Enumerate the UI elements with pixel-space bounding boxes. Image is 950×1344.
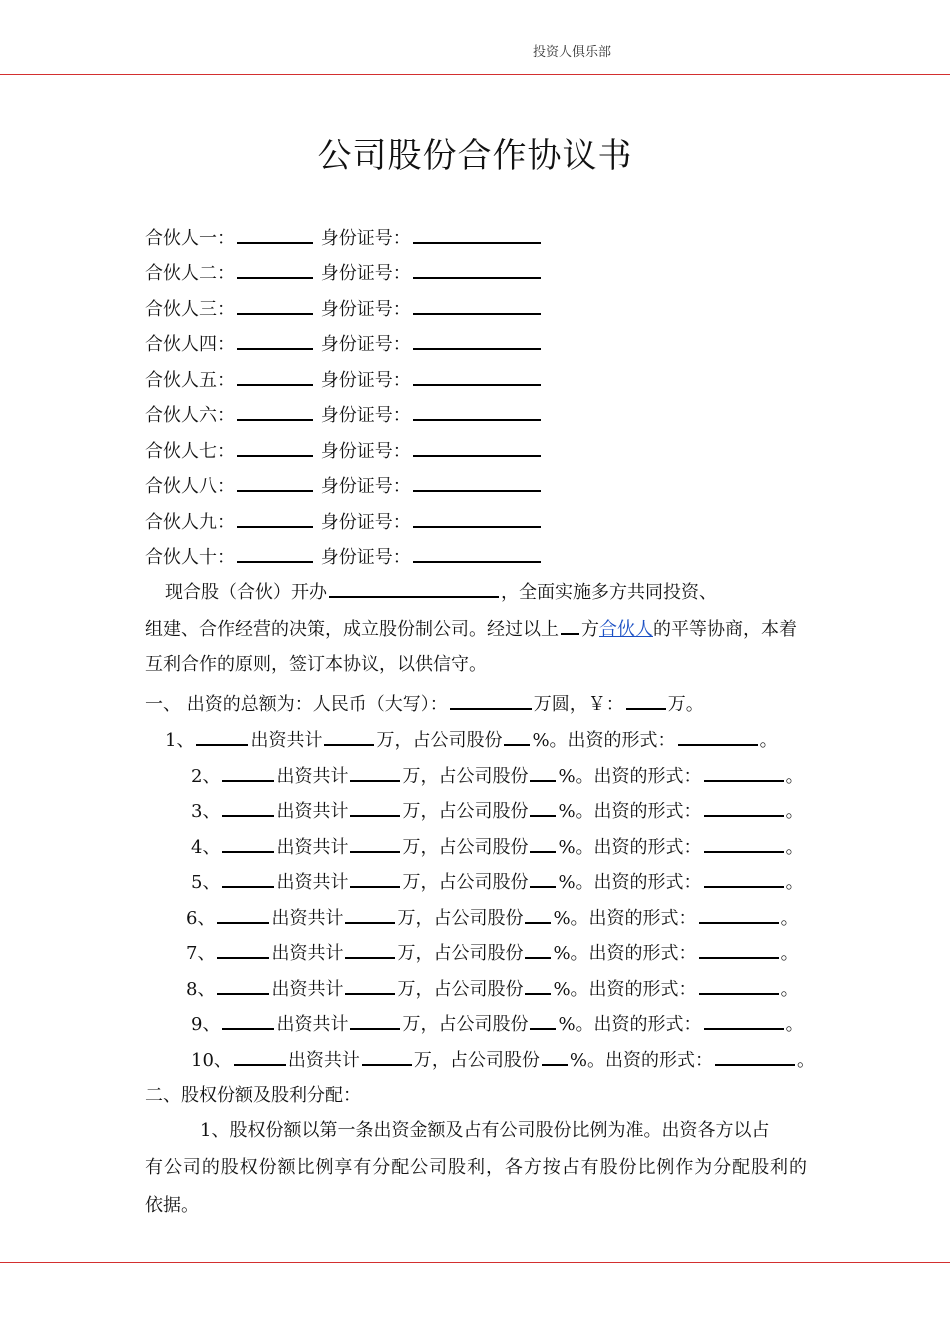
id-number-blank[interactable] [413, 472, 541, 492]
partner-name-blank[interactable] [237, 224, 313, 244]
partner-name-blank[interactable] [237, 401, 313, 421]
id-number-blank[interactable] [413, 330, 541, 350]
intro-text: ，全面实施多方共同投资、 [501, 582, 717, 603]
contribution-amount-blank[interactable] [362, 1046, 412, 1066]
partner-name-blank[interactable] [237, 472, 313, 492]
partner-row [145, 472, 543, 498]
partner-label: 合伙人十： [145, 547, 235, 568]
partner-name-blank[interactable] [237, 366, 313, 386]
contributor-blank[interactable] [234, 1046, 286, 1066]
partner-name-blank[interactable] [237, 437, 313, 457]
id-label: 身份证号： [320, 547, 411, 568]
contribution-amount-blank[interactable] [350, 868, 400, 888]
id-number-blank[interactable] [413, 508, 541, 528]
contribution-text: 出资共计 [276, 766, 349, 787]
contribution-text: %。出资的形式： [553, 979, 697, 1000]
partner-row [145, 295, 543, 321]
contribution-text: %。出资的形式： [558, 801, 702, 822]
share-percent-blank[interactable] [525, 975, 551, 995]
partner-row [145, 330, 543, 356]
contribution-number: 4、 [191, 837, 221, 858]
id-number-blank[interactable] [413, 295, 541, 315]
contributor-blank[interactable] [222, 1010, 274, 1030]
contribution-text: %。出资的形式： [558, 766, 702, 787]
id-label: 身份证号： [320, 405, 411, 426]
contribution-amount-blank[interactable] [350, 762, 400, 782]
partner-label: 合伙人七： [145, 441, 235, 462]
intro-text: 组建、合作经营的决策，成立股份制公司。经过以上 [145, 619, 559, 640]
contributor-blank[interactable] [217, 904, 269, 924]
page-header-text: 投资人俱乐部 [533, 45, 612, 60]
contribution-text: 出资共计 [271, 943, 344, 964]
partner-row [145, 259, 543, 285]
header-rule [0, 74, 950, 75]
contribution-text: 出资共计 [276, 801, 349, 822]
contribution-text: 出资共计 [271, 908, 344, 929]
intro-text: 方 [581, 619, 599, 640]
partner-row [145, 366, 543, 392]
contribution-amount-blank[interactable] [350, 797, 400, 817]
partner-link[interactable]: 合伙人 [599, 619, 653, 640]
partner-label: 合伙人五： [145, 370, 235, 391]
contribution-text: 万，占公司股份 [413, 1050, 540, 1071]
section2-p1-line1: 1、股权份额以第一条出资金额及占有公司股份比例为准。出资各方以占 [200, 1120, 770, 1141]
contribution-text: 万，占公司股份 [397, 979, 524, 1000]
id-label: 身份证号： [320, 476, 411, 497]
contribution-form-blank[interactable] [704, 762, 784, 782]
contribution-text: 。 [785, 837, 804, 858]
share-percent-blank[interactable] [530, 797, 556, 817]
id-number-blank[interactable] [413, 224, 541, 244]
total-capital-words-blank[interactable] [450, 690, 532, 710]
contribution-row [186, 975, 799, 1003]
contribution-number: 6、 [186, 908, 216, 929]
contribution-number: 7、 [186, 943, 216, 964]
id-number-blank[interactable] [413, 259, 541, 279]
contribution-amount-blank[interactable] [345, 904, 395, 924]
partner-label: 合伙人一： [145, 228, 235, 249]
contribution-row [191, 797, 804, 825]
contributor-blank[interactable] [196, 726, 248, 746]
contribution-form-blank[interactable] [704, 797, 784, 817]
contribution-form-blank[interactable] [704, 868, 784, 888]
partner-row [145, 543, 543, 569]
contribution-text: 。 [785, 872, 804, 893]
intro-line-1 [165, 578, 807, 606]
partner-name-blank[interactable] [237, 508, 313, 528]
contribution-text: %。出资的形式： [553, 943, 697, 964]
id-label: 身份证号： [320, 441, 411, 462]
contribution-text: %。出资的形式： [569, 1050, 714, 1071]
contribution-text: %。出资的形式： [553, 908, 697, 929]
contribution-amount-blank[interactable] [350, 1010, 400, 1030]
partner-label: 合伙人二： [145, 263, 235, 284]
section2-title: 二、股权份额及股利分配： [145, 1085, 361, 1106]
share-percent-blank[interactable] [530, 833, 556, 853]
id-label: 身份证号： [320, 263, 411, 284]
contribution-row [191, 868, 804, 896]
partner-name-blank[interactable] [237, 259, 313, 279]
contribution-number: 2、 [191, 766, 221, 787]
contribution-row [165, 726, 778, 754]
intro-line-3: 互利合作的原则，签订本协议，以供信守。 [145, 654, 487, 675]
id-number-blank[interactable] [413, 437, 541, 457]
intro-text: 现合股（合伙）开办 [165, 582, 327, 603]
partner-label: 合伙人三： [145, 299, 235, 320]
id-number-blank[interactable] [413, 366, 541, 386]
id-label: 身份证号： [320, 299, 411, 320]
company-name-blank[interactable] [329, 578, 499, 598]
partner-row [145, 437, 543, 463]
partner-label: 合伙人四： [145, 334, 235, 355]
partner-row [145, 224, 543, 250]
partner-name-blank[interactable] [237, 330, 313, 350]
contribution-text: %。出资的形式： [558, 837, 702, 858]
partner-label: 合伙人八： [145, 476, 235, 497]
contribution-amount-blank[interactable] [345, 975, 395, 995]
contribution-text: 万，占公司股份 [397, 943, 524, 964]
contribution-text: 万，占公司股份 [397, 908, 524, 929]
partner-row [145, 508, 543, 534]
id-number-blank[interactable] [413, 543, 541, 563]
contribution-text: %。出资的形式： [558, 1014, 702, 1035]
contribution-row [191, 762, 804, 790]
contribution-text: %。出资的形式： [558, 872, 702, 893]
section1-text: 一、 出资的总额为：人民币（大写）： [145, 694, 448, 715]
id-label: 身份证号： [320, 370, 411, 391]
contribution-amount-blank[interactable] [350, 833, 400, 853]
id-label: 身份证号： [320, 512, 411, 533]
contribution-amount-blank[interactable] [345, 939, 395, 959]
share-percent-blank[interactable] [542, 1046, 568, 1066]
id-number-blank[interactable] [413, 401, 541, 421]
id-label: 身份证号： [320, 334, 411, 355]
section2-p1-line3: 依据。 [145, 1195, 199, 1216]
contribution-form-blank[interactable] [715, 1046, 795, 1066]
total-capital-number-blank[interactable] [626, 690, 666, 710]
contribution-text: 万，占公司股份 [402, 1014, 529, 1035]
contribution-number: 9、 [191, 1014, 221, 1035]
contribution-text: 。 [780, 979, 799, 1000]
share-percent-blank[interactable] [530, 762, 556, 782]
contributor-blank[interactable] [222, 833, 274, 853]
contribution-text: 出资共计 [271, 979, 344, 1000]
contribution-text: %。出资的形式： [532, 730, 676, 751]
contribution-row [191, 1010, 804, 1038]
partner-name-blank[interactable] [237, 543, 313, 563]
contributor-blank[interactable] [222, 762, 274, 782]
partner-label: 合伙人九： [145, 512, 235, 533]
contribution-text: 万，占公司股份 [402, 872, 529, 893]
contribution-number: 10、 [191, 1050, 232, 1071]
contribution-row [191, 833, 804, 861]
contribution-row [186, 904, 799, 932]
share-percent-blank[interactable] [530, 868, 556, 888]
contribution-form-blank[interactable] [699, 939, 779, 959]
contribution-text: 出资共计 [276, 872, 349, 893]
contribution-text: 万，占公司股份 [402, 766, 529, 787]
share-percent-blank[interactable] [530, 1010, 556, 1030]
partner-label: 合伙人六： [145, 405, 235, 426]
contributor-blank[interactable] [217, 939, 269, 959]
contribution-amount-blank[interactable] [324, 726, 374, 746]
contribution-form-blank[interactable] [678, 726, 758, 746]
section1-text: 万圆，￥： [533, 694, 624, 715]
contributor-blank[interactable] [222, 797, 274, 817]
partner-row [145, 401, 543, 427]
contribution-text: 。 [797, 1050, 816, 1071]
contribution-text: 出资共计 [287, 1050, 360, 1071]
contribution-text: 出资共计 [250, 730, 323, 751]
contribution-text: 万，占公司股份 [376, 730, 503, 751]
contribution-number: 5、 [191, 872, 221, 893]
contribution-number: 3、 [191, 801, 221, 822]
section2-p1-line2: 有公司的股权份额比例享有分配公司股利，各方按占有股份比例作为分配股利的 [145, 1157, 807, 1178]
contribution-form-blank[interactable] [704, 1010, 784, 1030]
share-percent-blank[interactable] [504, 726, 530, 746]
contribution-text: 。 [780, 908, 799, 929]
partner-name-blank[interactable] [237, 295, 313, 315]
contribution-text: 出资共计 [276, 837, 349, 858]
document-title: 公司股份合作协议书 [317, 136, 633, 176]
intro-line-2 [145, 615, 807, 643]
contribution-form-blank[interactable] [699, 975, 779, 995]
footer-rule [0, 1262, 950, 1263]
contribution-text: 万，占公司股份 [402, 801, 529, 822]
contribution-form-blank[interactable] [699, 904, 779, 924]
section1-total [145, 690, 807, 718]
party-count-blank[interactable] [561, 615, 579, 635]
contribution-text: 。 [759, 730, 778, 751]
section1-text: 万。 [667, 694, 704, 715]
contribution-form-blank[interactable] [704, 833, 784, 853]
contribution-text: 万，占公司股份 [402, 837, 529, 858]
contribution-text: 出资共计 [276, 1014, 349, 1035]
contributor-blank[interactable] [222, 868, 274, 888]
contribution-text: 。 [785, 801, 804, 822]
contribution-row [191, 1046, 815, 1074]
intro-text: 的平等协商，本着 [653, 619, 797, 640]
contributor-blank[interactable] [217, 975, 269, 995]
contribution-number: 8、 [186, 979, 216, 1000]
share-percent-blank[interactable] [525, 939, 551, 959]
id-label: 身份证号： [320, 228, 411, 249]
contribution-text: 。 [780, 943, 799, 964]
contribution-text: 。 [785, 766, 804, 787]
contribution-row [186, 939, 799, 967]
contribution-number: 1、 [165, 730, 195, 751]
share-percent-blank[interactable] [525, 904, 551, 924]
contribution-text: 。 [785, 1014, 804, 1035]
